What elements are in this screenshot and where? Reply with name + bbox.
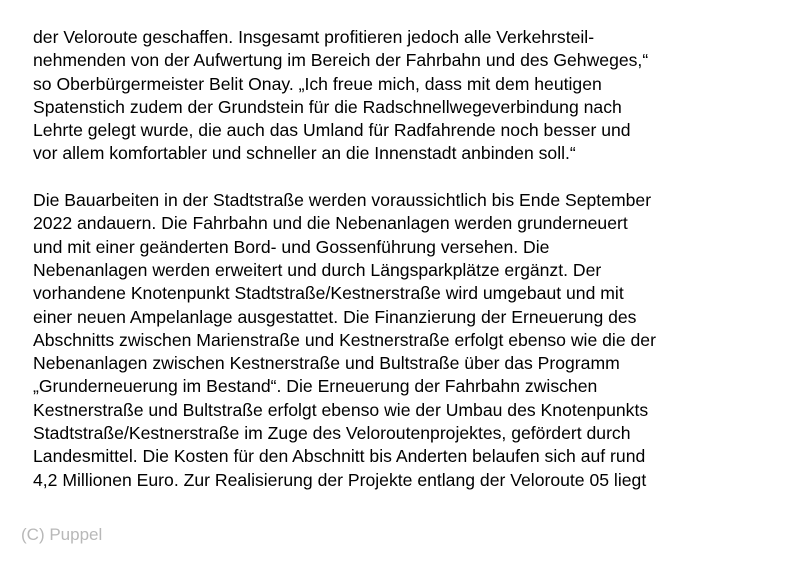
text-line: so Oberbürgermeister Belit Onay. „Ich freue mich, dass mit dem heutigen xyxy=(33,73,602,94)
text-line: Landesmittel. Die Kosten für den Abschnitt bis Anderten belaufen sich auf rund xyxy=(33,446,646,467)
text-line: Nebenanlagen zwischen Kestnerstraße und Bultstraße über das Programm xyxy=(33,353,620,374)
document-body xyxy=(33,26,793,492)
text-line: der Veloroute geschaffen. Insgesamt profitieren jedoch alle Verkehrsteil- xyxy=(33,27,595,47)
text-line: 2022 andauern. Die Fahrbahn und die Nebenanlagen werden grunderneuert xyxy=(33,213,628,234)
text-line: und mit einer geänderten Bord- und Gossenführung versehen. Die xyxy=(33,236,550,257)
paragraph-2 xyxy=(33,189,793,492)
text-line: nehmenden von der Aufwertung im Bereich der Fahrbahn und des Gehweges,“ xyxy=(33,50,649,71)
text-line: Abschnitts zwischen Marienstraße und Kestnerstraße erfolgt ebenso wie die der xyxy=(33,329,656,350)
text-line: Spatenstich zudem der Grundstein für die Radschnellwegeverbindung nach xyxy=(33,96,622,117)
text-line: Die Bauarbeiten in der Stadtstraße werden voraussichtlich bis Ende September xyxy=(33,190,652,211)
text-line: Stadtstraße/Kestnerstraße im Zuge des Veloroutenprojektes, gefördert durch xyxy=(33,423,631,444)
paragraph-1 xyxy=(33,26,793,166)
text-line: „Grunderneuerung im Bestand“. Die Erneuerung der Fahrbahn zwischen xyxy=(33,376,598,397)
text-line: Kestnerstraße und Bultstraße erfolgt ebenso wie der Umbau des Knotenpunkts xyxy=(33,399,649,420)
text-line: vorhandene Knotenpunkt Stadtstraße/Kestnerstraße wird umgebaut und mit xyxy=(33,283,624,304)
text-line: einer neuen Ampelanlage ausgestattet. Die Finanzierung der Erneuerung des xyxy=(33,306,637,327)
copyright-watermark: (C) Puppel xyxy=(21,525,103,544)
text-line: Nebenanlagen werden erweitert und durch Längsparkplätze ergänzt. Der xyxy=(33,259,602,280)
text-line: vor allem komfortabler und schneller an die Innenstadt anbinden soll.“ xyxy=(33,143,576,164)
text-line: 4,2 Millionen Euro. Zur Realisierung der Projekte entlang der Veloroute 05 liegt xyxy=(33,469,647,490)
text-line: Lehrte gelegt wurde, die auch das Umland für Radfahrende noch besser und xyxy=(33,120,631,141)
